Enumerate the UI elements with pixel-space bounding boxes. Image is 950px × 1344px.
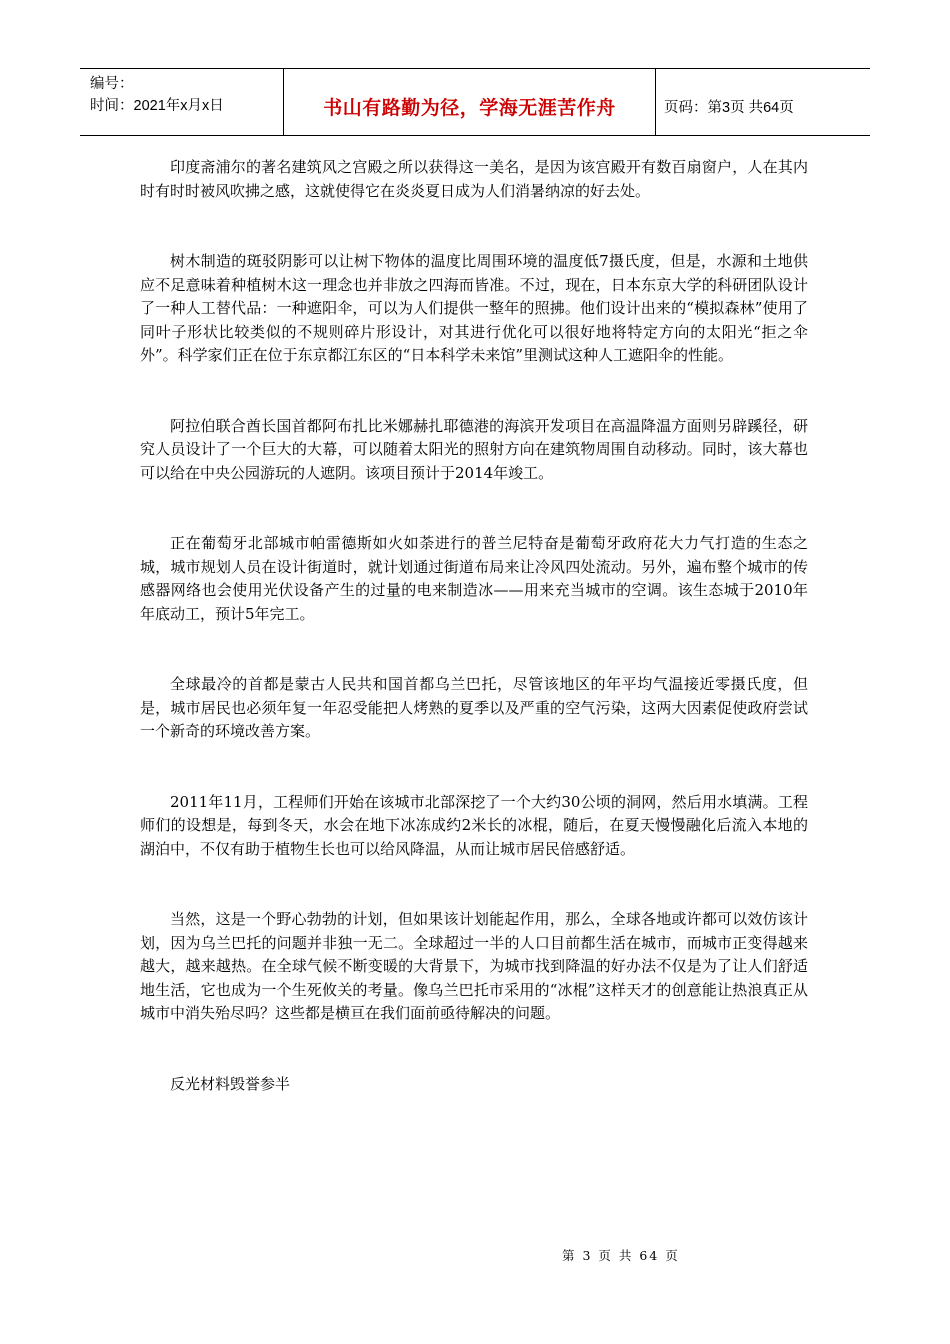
page-header [80, 68, 870, 136]
header-motto: 书山有路勤为径，学海无涯苦作舟 [323, 96, 616, 119]
header-page-number: 页码：第3页 共64页 [664, 99, 794, 116]
paragraph: 2011年11月，工程师们开始在该城市北部深挖了一个大约30公顷的洞网，然后用水填满。工程师们的设想是，每到冬天，水会在地下冰冻成约2米长的冰棍，随后，在夏天慢慢融化后流入本地的湖泊中，不仅有助于植物生长也可以给风降温，从而让城市居民倍感舒适。 [140, 792, 808, 858]
header-meta [80, 69, 284, 135]
page-footer: 第 3 页 共 64 页 [562, 1248, 680, 1263]
paragraph: 正在葡萄牙北部城市帕雷德斯如火如荼进行的普兰尼特奋是葡萄牙政府花大力气打造的生态之城，城市规划人员在设计街道时，就计划通过街道布局来让冷风四处流动。另外，遍布整个城市的传感器网络也会使用光伏设备产生的过量的电来制造冰——用来充当城市的空调。该生态城于2010年年底动工，预计5年完工。 [140, 534, 808, 623]
header-motto-cell [284, 69, 656, 135]
paragraph: 全球最冷的首都是蒙古人民共和国首都乌兰巴托，尽管该地区的年平均气温接近零摄氏度，但是，城市居民也必须年复一年忍受能把人烤熟的夏季以及严重的空气污染，这两大因素促使政府尝试一个新奇的环境改善方案。 [140, 675, 808, 740]
paragraph: 树木制造的斑驳阴影可以让树下物体的温度比周围环境的温度低7摄氏度，但是，水源和土地供应不足意味着种植树木这一理念也并非放之四海而皆准。不过，现在，日本东京大学的科研团队设计了一种人工替代品：一种遮阳伞，可以为人们提供一整年的照拂。他们设计出来的“模拟森林”使用了同叶子形状比较类似的不规则碎片形设计，对其进行优化可以很好地将特定方向的太阳光“拒之伞外”。科学家们正在位于东京都江东区的“日本科学未来馆”里测试这种人工遮阳伞的性能。 [140, 252, 808, 364]
document-number-label: 编号： [90, 76, 134, 92]
section-heading: 反光材料毁誉参半 [170, 1074, 291, 1093]
paragraph: 当然，这是一个野心勃勃的计划，但如果该计划能起作用，那么，全球各地或许都可以效仿该计划，因为乌兰巴托的问题并非独一无二。全球超过一半的人口目前都生活在城市，而城市正变得越来越大，越来越热。在全球气候不断变暖的大背景下，为城市找到降温的好办法不仅是为了让人们舒适地生活，它也成为一个生死攸关的考量。像乌兰巴托市采用的“冰棍”这样天才的创意能让热浪真正从城市中消失殆尽吗？这些都是横亘在我们面前亟待解决的问题。 [140, 910, 808, 1022]
paragraph: 印度斋浦尔的著名建筑风之宫殿之所以获得这一美名，是因为该宫殿开有数百扇窗户，人在其内时有时时被风吹拂之感，这就使得它在炎炎夏日成为人们消暑纳凉的好去处。 [140, 158, 808, 200]
paragraph: 阿拉伯联合酋长国首都阿布扎比米娜赫扎耶德港的海滨开发项目在高温降温方面则另辟蹊径，研究人员设计了一个巨大的大幕，可以随着太阳光的照射方向在建筑物周围自动移动。同时，该大幕也可以给在中央公园游玩的人遮阴。该项目预计于2014年竣工。 [140, 416, 808, 482]
header-page-cell [656, 69, 870, 135]
document-body [140, 156, 808, 1143]
document-date-label: 时间：2021年x月x日 [90, 98, 224, 114]
